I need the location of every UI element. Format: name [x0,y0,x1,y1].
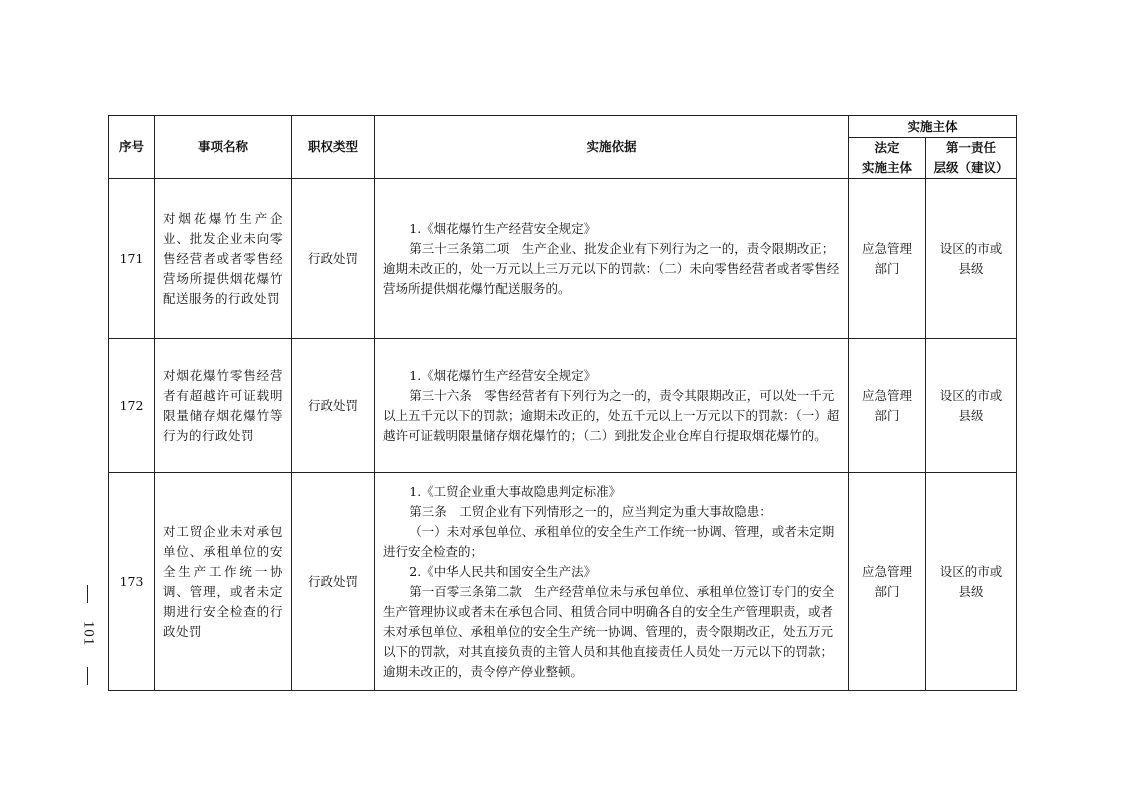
page-number [76,585,100,685]
basis-paragraph: 第三十三条第二项 生产企业、批发企业有下列行为之一的，责令限期改正；逾期未改正的，处一万元以上三万元以下的罚款：（二）未向零售经营者或者零售经营场所提供烟花爆竹配送服务的。 [383,240,840,296]
table-row [109,473,1017,691]
row-number: 173 [109,473,155,691]
basis-paragraph: 第一百零三条第二款 生产经营单位未与承包单位、承租单位签订专门的安全生产管理协议或者未在承包合同、租赁合同中明确各自的安全生产管理职责，或者未对承包单位、承租单位的安全生产统一协调、管理的，责令限期改正，处五万元以下的罚款，对其直接负责的主管人员和其他直接责任人员处一万元以下的罚款；逾期未改正的，责令停产停业整顿。 [383,583,835,679]
legal-subject [849,339,926,473]
item-name: 对工贸企业未对承包单位、承租单位的安全生产工作统一协调、管理，或者未定期进行安全检查的行政处罚 [155,473,292,691]
authority-type: 行政处罚 [292,339,375,473]
responsibility-level-text: 设区的市或县级 [939,387,1003,423]
header-level-line1: 第一责任 [946,140,997,155]
item-name: 对烟花爆竹生产企业、批发企业未向零售经营者或者零售经营场所提供烟花爆竹配送服务的行政处罚 [155,179,292,339]
header-subject-group: 实施主体 [849,116,1017,138]
legal-subject-text: 应急管理部门 [861,240,912,276]
responsibility-level-text: 设区的市或县级 [939,563,1003,599]
responsibility-level [926,339,1017,473]
header-responsibility-level [926,138,1017,179]
header-basis: 实施依据 [375,116,849,179]
basis-text [375,473,849,691]
responsibility-level-text: 设区的市或县级 [939,240,1003,276]
responsibility-level [926,179,1017,339]
header-level-line2: 层级（建议） [933,160,1009,175]
basis-paragraph: 第三条 工贸企业有下列情形之一的，应当判定为重大事故隐患： [409,503,772,519]
item-name: 对烟花爆竹零售经营者有超越许可证载明限量储存烟花爆竹等行为的行政处罚 [155,339,292,473]
page-number-dash-top [87,585,88,603]
basis-paragraph: 2.《中华人民共和国安全生产法》 [409,563,597,579]
table-row [109,339,1017,473]
header-legal-subject [849,138,926,179]
basis-text [375,339,849,473]
table-row [109,179,1017,339]
legal-subject-text: 应急管理部门 [861,387,912,423]
header-no: 序号 [109,116,155,179]
page-number-text: 101 [80,620,97,647]
authority-type: 行政处罚 [292,473,375,691]
header-legal-subject-line1: 法定 [874,140,900,155]
authority-table [108,115,1017,691]
authority-type: 行政处罚 [292,179,375,339]
row-number: 171 [109,179,155,339]
basis-paragraph: （一）未对承包单位、承租单位的安全生产工作统一协调、管理，或者未定期进行安全检查的； [383,523,835,559]
legal-subject-text: 应急管理部门 [861,563,912,599]
basis-paragraph: 1.《烟花爆竹生产经营安全规定》 [409,367,597,383]
responsibility-level [926,473,1017,691]
page-number-dash-bottom [87,667,88,685]
basis-text [375,179,849,339]
basis-paragraph: 1.《工贸企业重大事故隐患判定标准》 [409,483,622,499]
legal-subject [849,473,926,691]
basis-paragraph: 1.《烟花爆竹生产经营安全规定》 [409,220,597,236]
legal-subject [849,179,926,339]
header-authority-type: 职权类型 [292,116,375,179]
row-number: 172 [109,339,155,473]
header-item-name: 事项名称 [155,116,292,179]
header-legal-subject-line2: 实施主体 [861,160,912,175]
basis-paragraph: 第三十六条 零售经营者有下列行为之一的，责令其限期改正，可以处一千元以上五千元以下的罚款；逾期未改正的，处五千元以上一万元以下的罚款：（一）超越许可证载明限量储存烟花爆竹的；（二）到批发企业仓库自行提取烟花爆竹的。 [383,387,840,443]
